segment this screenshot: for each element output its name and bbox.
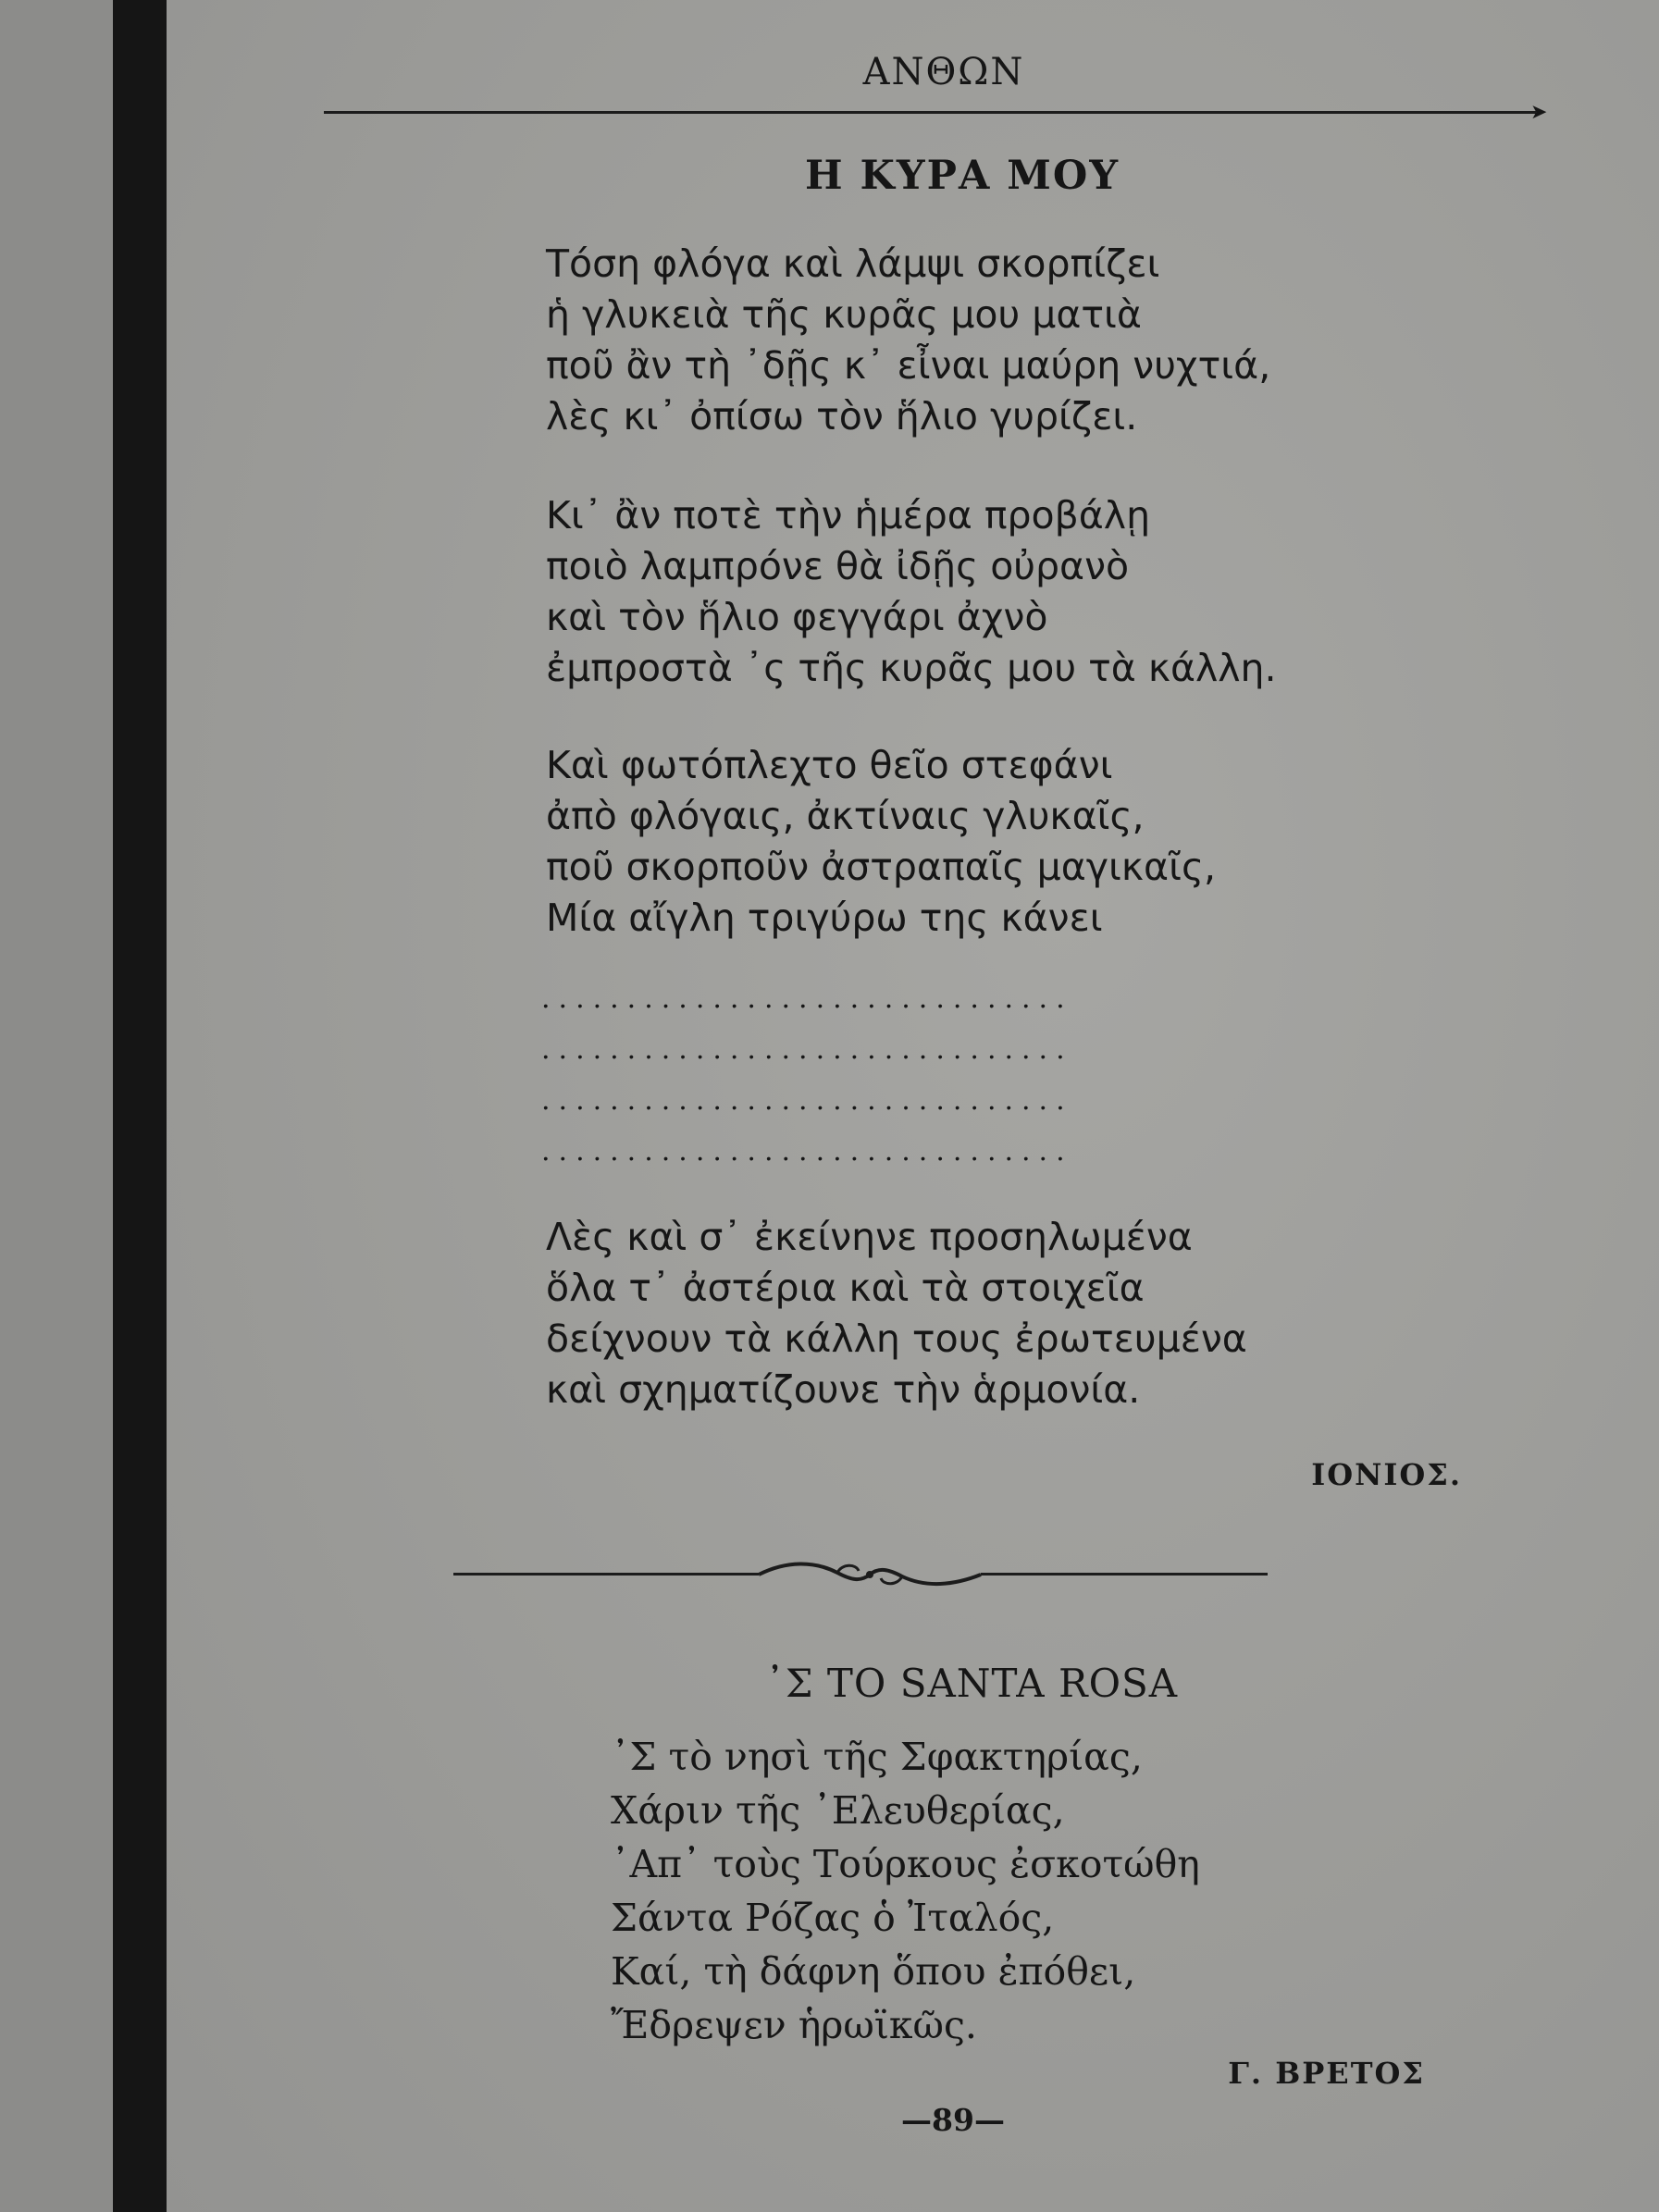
poem2-title: ᾿Σ ΤΟ SANTA ROSA xyxy=(764,1661,1179,1706)
poem1-stanza-4 xyxy=(546,1212,1360,1415)
verse-line: Σάντα Ρόζας ὁ Ἰταλός, xyxy=(611,1896,1055,1940)
poem1-stanza-3 xyxy=(546,740,1360,944)
ellipsis-line: ............................... xyxy=(541,1084,1073,1117)
verse-line: ποῦ ἂν τὴ ᾿δῇς κ᾿ εἶναι μαύρη νυχτιά, xyxy=(546,343,1271,388)
ornament-rule-left xyxy=(453,1573,759,1576)
verse-line: ποῦ σκορποῦν ἀστραπαῖς μαγικαῖς, xyxy=(546,845,1217,889)
verse-line: ᾿Απ᾿ τοὺς Τούρκους ἐσκοτώθη xyxy=(611,1842,1200,1886)
verse-line: δείχνουν τὰ κάλλη τους ἐρωτευμένα xyxy=(546,1316,1247,1361)
verse-line: ἀπὸ φλόγαις, ἀκτίναις γλυκαῖς, xyxy=(546,794,1145,838)
poem2-author: Γ. ΒΡΕΤΟΣ xyxy=(1228,2056,1425,2091)
ellipsis-line: ............................... xyxy=(541,1033,1073,1066)
ellipsis-line: ............................... xyxy=(541,1135,1073,1168)
verse-line: Λὲς καὶ σ᾿ ἐκείνηνε προσηλωμένα xyxy=(546,1215,1193,1259)
verse-line: καὶ σχηματίζουνε τὴν ἁρμονία. xyxy=(546,1367,1141,1412)
verse-line: λὲς κι᾿ ὀπίσω τὸν ἥλιο γυρίζει. xyxy=(546,394,1138,439)
ornament-flourish-icon xyxy=(749,1556,990,1593)
verse-line: ποιὸ λαμπρόνε θὰ ἰδῇς οὐρανὸ xyxy=(546,544,1130,588)
poem1-author: ΙΟΝΙΟΣ. xyxy=(1311,1457,1462,1492)
running-header: ΑΝΘΩΝ xyxy=(862,51,1025,93)
verse-line: Ἔδρεψεν ἡρωϊκῶς. xyxy=(611,2003,977,2047)
poem1-stanza-2 xyxy=(546,490,1360,694)
book-page xyxy=(167,0,1659,2212)
page-number: —89— xyxy=(901,2102,1005,2138)
verse-line: Καὶ φωτόπλεχτο θεῖο στεφάνι xyxy=(546,743,1113,787)
verse-line: ᾿Σ τὸ νησὶ τῆς Σφακτηρίας, xyxy=(611,1735,1143,1779)
poem2-verse xyxy=(611,1730,1443,2052)
verse-line: καὶ τὸν ἥλιο φεγγάρι ἀχνὸ xyxy=(546,595,1048,639)
verse-line: Τόση φλόγα καὶ λάμψι σκορπίζει xyxy=(546,241,1160,286)
verse-line: ἐμπροστὰ ᾿ς τῆς κυρᾶς μου τὰ κάλλη. xyxy=(546,646,1277,690)
verse-line: Χάριν τῆς ᾿Ελευθερίας, xyxy=(611,1788,1065,1833)
verse-line: Μία αἴγλη τριγύρω της κάνει xyxy=(546,896,1103,940)
header-rule xyxy=(324,111,1536,114)
ellipsis-line: ............................... xyxy=(541,982,1073,1015)
verse-line: Κι᾿ ἂν ποτὲ τὴν ἡμέρα προβάλῃ xyxy=(546,493,1151,538)
poem1-title: Η ΚΥΡΑ ΜΟΥ xyxy=(804,153,1120,199)
verse-line: Καί, τὴ δάφνη ὅπου ἐπόθει, xyxy=(611,1949,1136,1994)
verse-line: ὅλα τ᾿ ἀστέρια καὶ τὰ στοιχεῖα xyxy=(546,1266,1145,1310)
poem1-stanza-1 xyxy=(546,239,1360,442)
page-margin-left xyxy=(0,0,113,2212)
verse-line: ἡ γλυκειὰ τῆς κυρᾶς μου ματιὰ xyxy=(546,292,1142,337)
header-rule-arrow-icon: ➤ xyxy=(1530,101,1548,124)
book-spine xyxy=(113,0,167,2212)
ornament-rule-right xyxy=(981,1573,1268,1576)
